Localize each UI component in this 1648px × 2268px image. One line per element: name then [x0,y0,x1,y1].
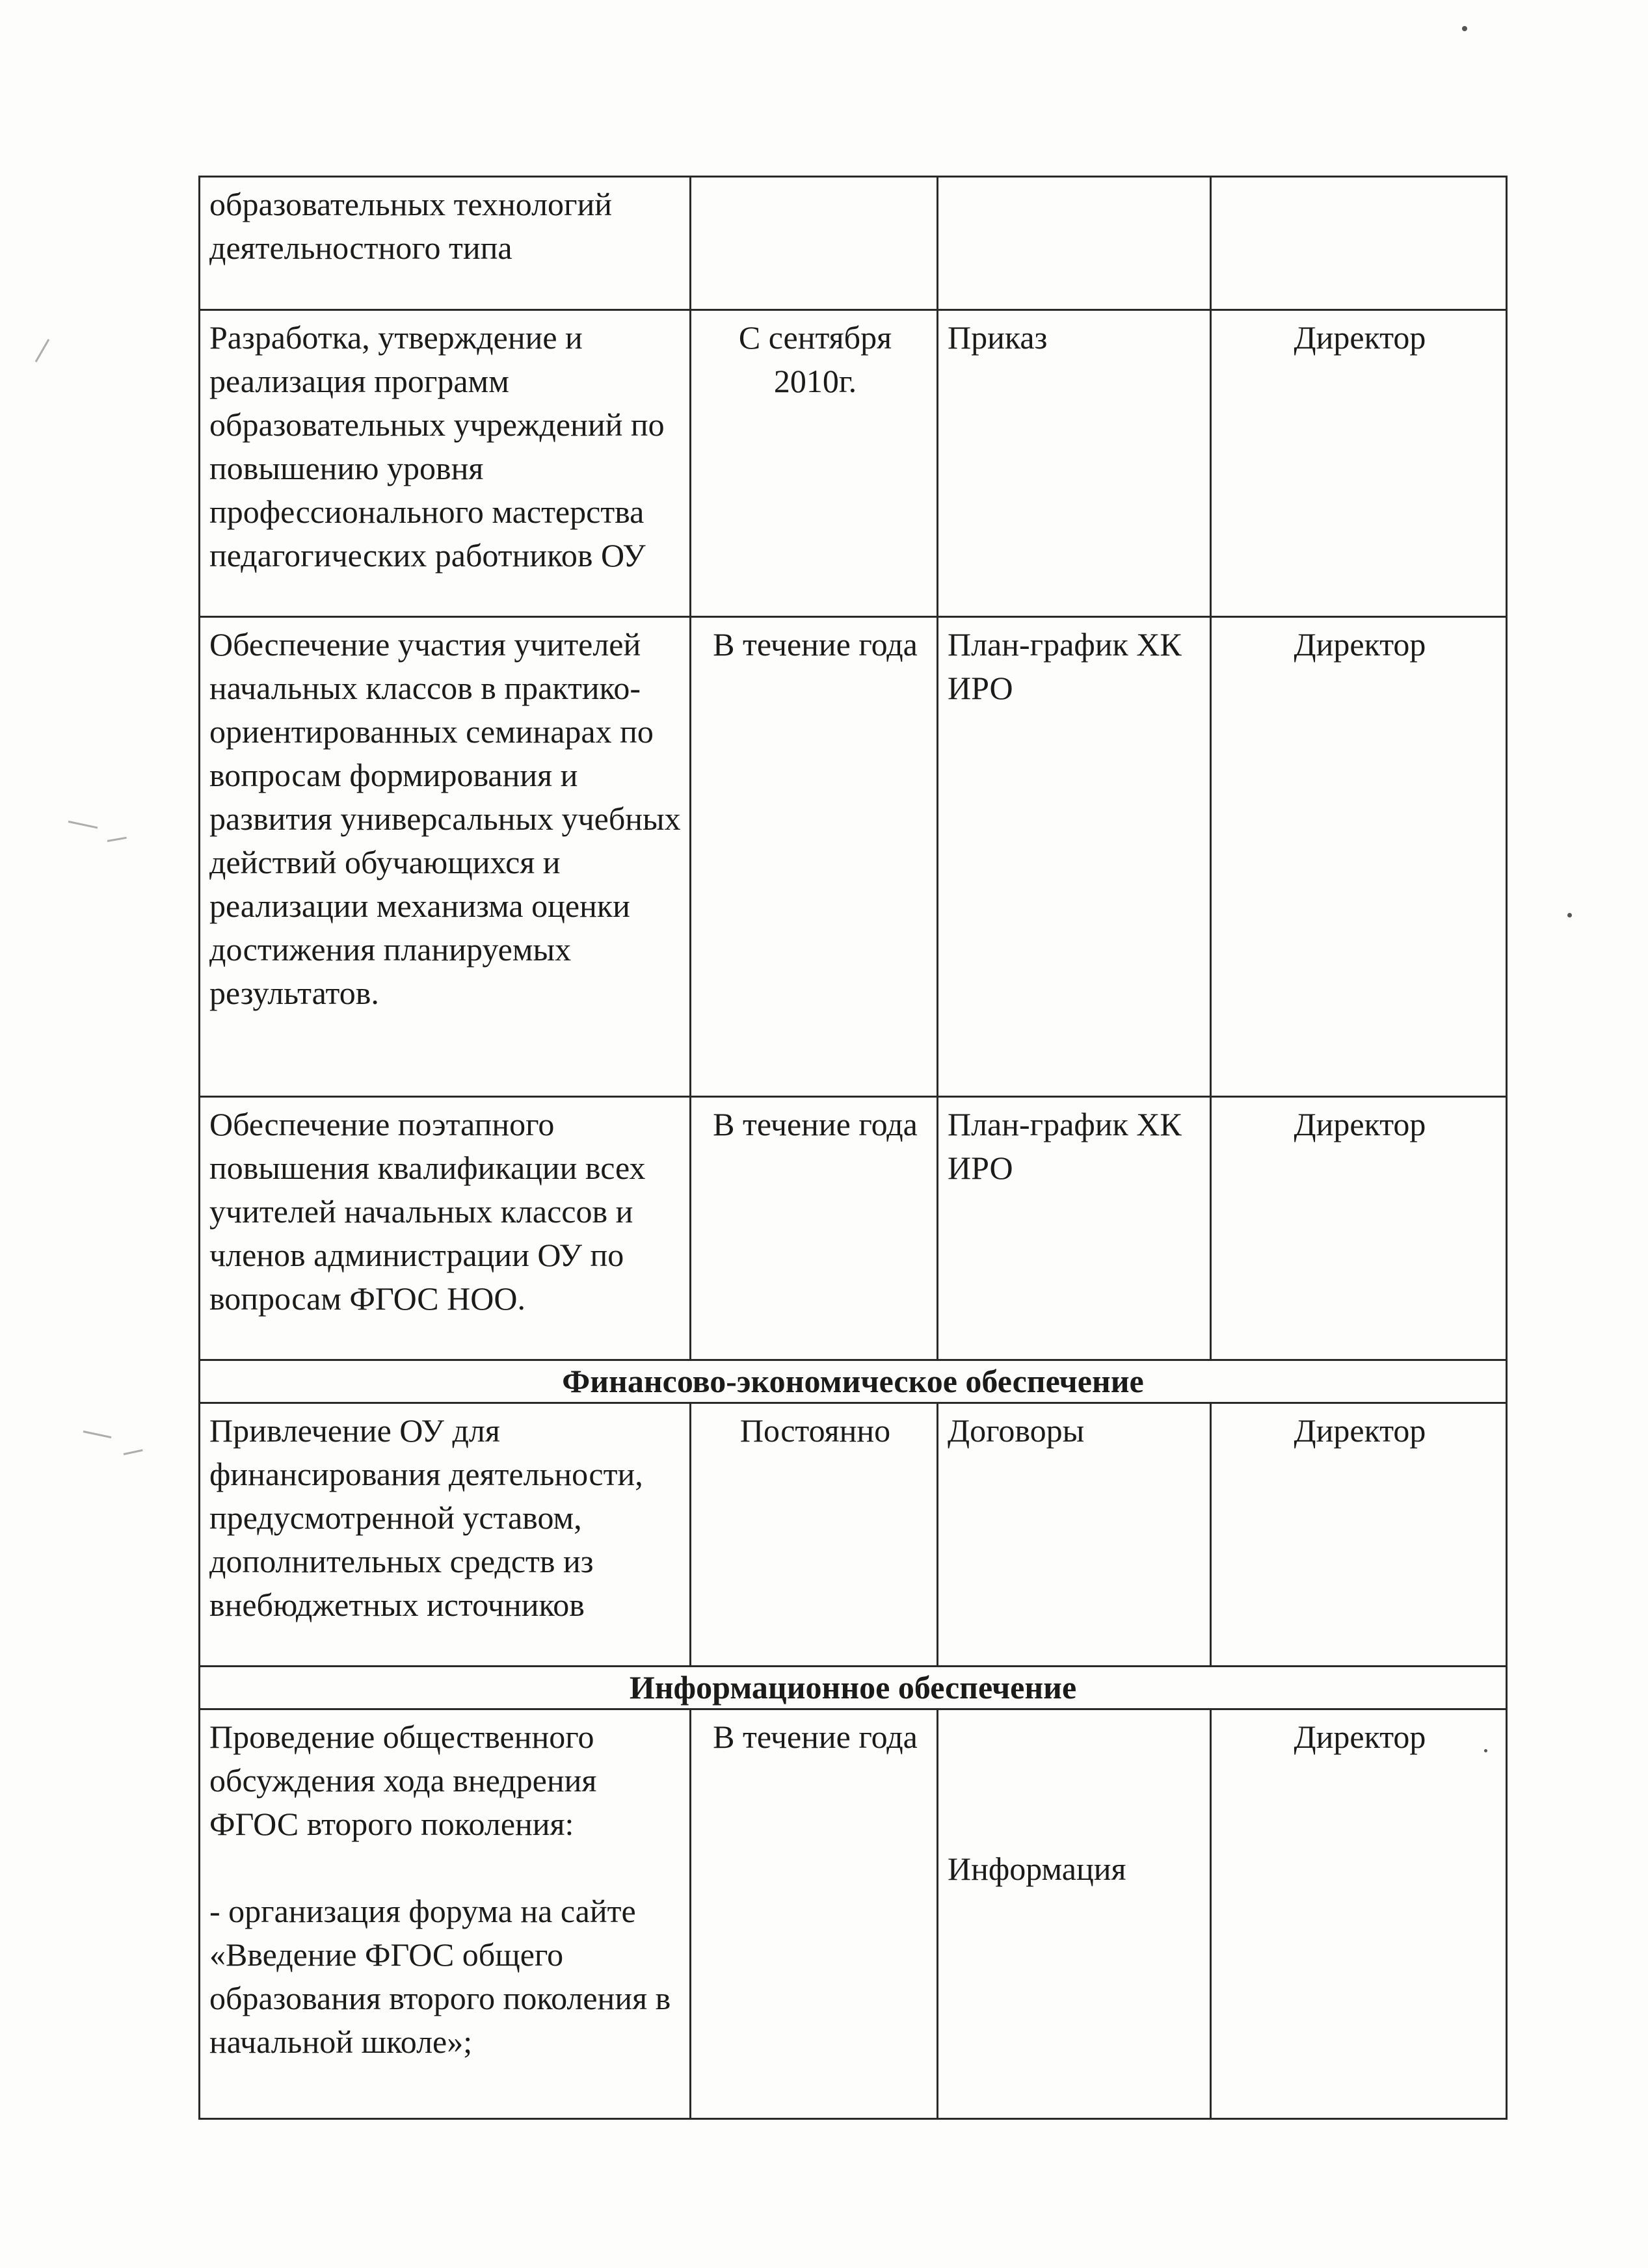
scan-mark-line [35,339,50,362]
activity-cell: образовательных технологий деятельностного типа [200,177,691,310]
responsible-cell [1211,177,1507,310]
responsible-cell: Директор [1211,1403,1507,1667]
responsible-cell: Директор [1211,1097,1507,1360]
table-row [200,177,1507,310]
activity-cell: Привлечение ОУ для финансирования деятельности, предусмотренной уставом, дополнительных средств из внебюджетных источников [200,1403,691,1667]
scan-mark-line [107,837,127,842]
scan-mark-line [68,821,98,828]
scan-speck [1484,1749,1487,1752]
activity-cell: Разработка, утверждение и реализация программ образовательных учреждений по повышению уровня профессионального мастерства педагогических работников ОУ [200,310,691,617]
section-title: Информационное обеспечение [200,1667,1507,1709]
activity-text: Проведение общественного обсуждения хода внедрения ФГОС второго поколения: [209,1719,597,1842]
table-row [200,310,1507,617]
deadline-cell: В течение года [691,617,938,1097]
table-row [200,1097,1507,1360]
section-title: Финансово-экономическое обеспечение [200,1360,1507,1403]
document-cell: План-график ХК ИРО [938,617,1211,1097]
scan-mark-line [124,1449,143,1455]
responsible-cell: Директор [1211,310,1507,617]
responsible-cell: Директор [1211,1709,1507,2119]
document-cell [938,1709,1211,2119]
paragraph-gap [209,1846,683,1890]
document-text: Информация [948,1851,1126,1887]
activity-cell: Обеспечение участия учителей начальных классов в практико-ориентированных семинарах по вопросам формирования и развития универсальных учебных действий обучающихся и реализации механизма оценки достижения планируемых результатов. [200,617,691,1097]
responsible-cell: Директор [1211,617,1507,1097]
scan-speck [1462,26,1467,31]
scan-speck [1567,913,1572,917]
deadline-cell: В течение года [691,1097,938,1360]
activity-subitem-text: - организация форума на сайте «Введение ФГОС общего образования второго поколения в начальной школе»; [209,1893,671,2060]
plan-table [198,176,1508,2120]
activity-cell: Обеспечение поэтапного повышения квалификации всех учителей начальных классов и членов администрации ОУ по вопросам ФГОС НОО. [200,1097,691,1360]
document-cell: Приказ [938,310,1211,617]
deadline-cell [691,177,938,310]
table-row [200,1403,1507,1667]
deadline-cell: С сентября 2010г. [691,310,938,617]
document-cell [938,177,1211,310]
section-header-row [200,1360,1507,1403]
table-row [200,1709,1507,2119]
deadline-cell: Постоянно [691,1403,938,1667]
section-header-row [200,1667,1507,1709]
table-row [200,617,1507,1097]
activity-cell [200,1709,691,2119]
deadline-cell: В течение года [691,1709,938,2119]
document-cell: Договоры [938,1403,1211,1667]
document-cell: План-график ХК ИРО [938,1097,1211,1360]
scan-mark-line [83,1431,112,1438]
